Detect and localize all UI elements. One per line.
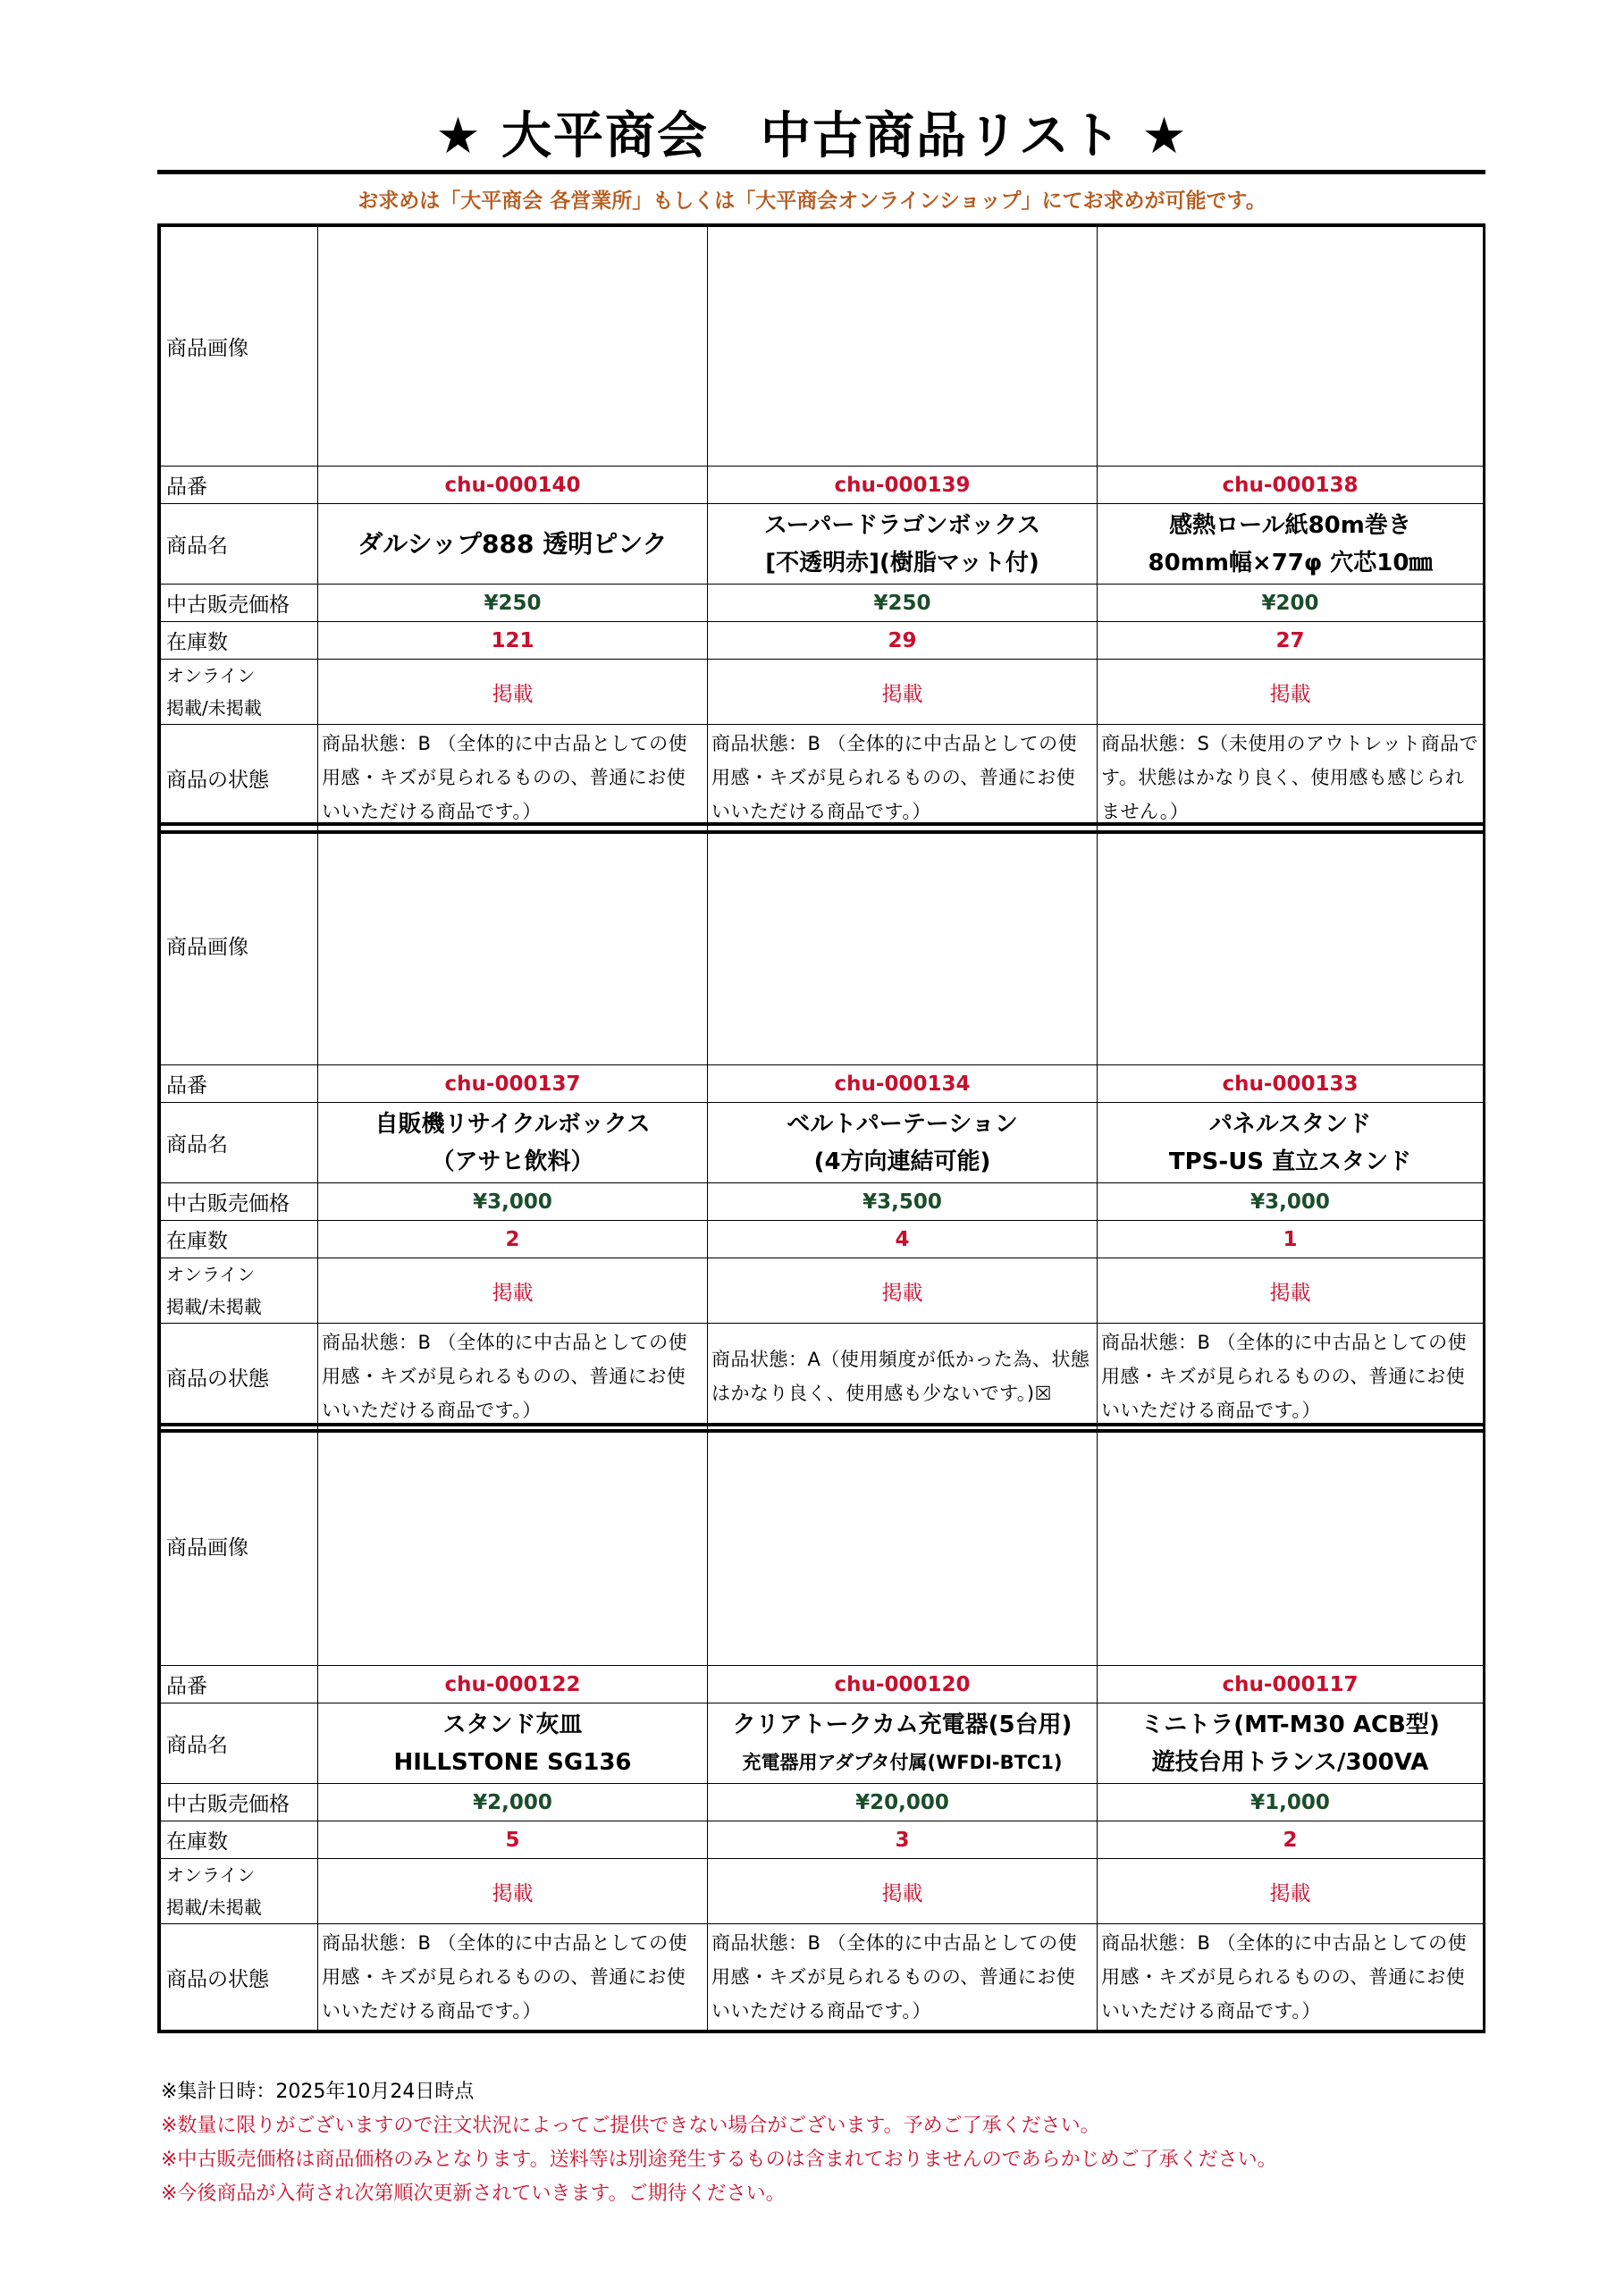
- footer-note-update: ※今後商品が入荷され次第順次更新されていきます。ご期待ください。: [161, 2183, 786, 2205]
- product-name: [1098, 1703, 1484, 1784]
- product-online-status: 掲載: [1098, 1859, 1484, 1924]
- product-image-cell: [708, 227, 1098, 467]
- product-name-line2: [不透明赤](樹脂マット付): [765, 549, 1039, 576]
- online-label-line2: 掲載/未掲載: [166, 697, 262, 719]
- product-photos: [1099, 1544, 1481, 1548]
- product-stock: 2: [1098, 1821, 1484, 1859]
- product-table: [160, 226, 1484, 831]
- product-code: chu-000134: [708, 1065, 1098, 1103]
- product-photos: [710, 944, 1095, 947]
- product-photos: [320, 944, 705, 947]
- product-online-status: 掲載: [708, 1258, 1098, 1324]
- row-image: [161, 826, 1484, 1065]
- product-name: [318, 1703, 708, 1784]
- product-name-line1: ダルシップ888 透明ピンク: [358, 528, 668, 559]
- row-code: [161, 1065, 1484, 1103]
- product-photos: [710, 1544, 1095, 1548]
- product-stock: 4: [708, 1221, 1098, 1258]
- product-stock: 1: [1098, 1221, 1484, 1258]
- row-stock: [161, 622, 1484, 660]
- row-name: [161, 504, 1484, 585]
- product-name-line2: （アサヒ飲料）: [431, 1148, 594, 1175]
- online-label-line1: オンライン: [166, 665, 256, 686]
- product-name: [318, 1103, 708, 1183]
- product-code: chu-000140: [318, 467, 708, 504]
- row-stock: [161, 1221, 1484, 1258]
- product-photos-side: [1308, 1544, 1481, 1548]
- product-block: [157, 1423, 1485, 2033]
- product-condition: 商品状態：A（使用頻度が低かった為、状態はかなり良く、使用感も少ないです。)☒: [708, 1324, 1098, 1430]
- product-image-cell: [708, 826, 1098, 1065]
- title-rule: [157, 170, 1485, 174]
- product-name-line1: パネルスタンド: [1208, 1110, 1372, 1138]
- product-name-line1: 感熱ロール紙80m巻き: [1169, 511, 1411, 539]
- product-price: ¥250: [708, 585, 1098, 622]
- product-name: [708, 1703, 1098, 1784]
- row-label-image: 商品画像: [161, 826, 318, 1065]
- product-name-line1: ベルトパーテーション: [787, 1110, 1018, 1138]
- online-label-line1: オンライン: [166, 1264, 256, 1285]
- product-photos-side: [529, 1544, 705, 1548]
- product-stock: 3: [708, 1821, 1098, 1859]
- product-price: ¥1,000: [1098, 1784, 1484, 1821]
- row-label-cond: 商品の状態: [161, 1324, 318, 1430]
- product-name-line2: 遊技台用トランス/300VA: [1151, 1748, 1429, 1776]
- product-block: [157, 223, 1485, 834]
- row-name: [161, 1703, 1484, 1784]
- footer-note-price: ※中古販売価格は商品価格のみとなります。送料等は別途発生するものは含まれておりませんのであらかじめご了承ください。: [161, 2149, 1277, 2171]
- product-photos-side: [1308, 345, 1481, 349]
- product-photos: [320, 345, 705, 349]
- product-code: chu-000138: [1098, 467, 1484, 504]
- row-stock: [161, 1821, 1484, 1859]
- product-price: ¥3,000: [318, 1183, 708, 1221]
- row-label-code: 品番: [161, 467, 318, 504]
- product-code: chu-000137: [318, 1065, 708, 1103]
- product-online-status: 掲載: [1098, 1258, 1484, 1324]
- product-code: chu-000117: [1098, 1666, 1484, 1703]
- product-name-line1: スタンド灰皿: [442, 1711, 583, 1738]
- product-name: [318, 504, 708, 585]
- row-label-online: [161, 660, 318, 725]
- product-condition: 商品状態：B （全体的に中古品としての使用感・キズが見られるものの、普通にお使いいただける商品です。）: [318, 1324, 708, 1430]
- row-label-price: 中古販売価格: [161, 1784, 318, 1821]
- product-online-status: 掲載: [318, 1258, 708, 1324]
- product-stock: 29: [708, 622, 1098, 660]
- row-label-image: 商品画像: [161, 227, 318, 467]
- row-price: [161, 1183, 1484, 1221]
- row-label-online: [161, 1258, 318, 1324]
- row-label-code: 品番: [161, 1065, 318, 1103]
- row-image: [161, 1426, 1484, 1666]
- product-condition: 商品状態：B （全体的に中古品としての使用感・キズが見られるものの、普通にお使いいただける商品です。）: [708, 725, 1098, 831]
- product-stock: 121: [318, 622, 708, 660]
- product-photos-side: [529, 345, 705, 349]
- product-photos: [320, 1544, 705, 1548]
- product-photos-side: [1308, 944, 1481, 947]
- product-name-line1: 自販機リサイクルボックス: [374, 1110, 651, 1138]
- page-title: ★ 大平商会 中古商品リスト ★: [435, 107, 1189, 165]
- row-label-name: 商品名: [161, 1703, 318, 1784]
- product-name-line2: (4方向連結可能): [813, 1148, 991, 1175]
- product-image-cell: [318, 1426, 708, 1666]
- row-label-code: 品番: [161, 1666, 318, 1703]
- product-code: chu-000122: [318, 1666, 708, 1703]
- product-photos: [1099, 345, 1481, 349]
- product-online-status: 掲載: [1098, 660, 1484, 725]
- product-price: ¥3,500: [708, 1183, 1098, 1221]
- product-photos-side: [919, 345, 1095, 349]
- product-table: [160, 1426, 1484, 2031]
- product-stock: 27: [1098, 622, 1484, 660]
- product-code: chu-000133: [1098, 1065, 1484, 1103]
- product-photos-side: [919, 1544, 1095, 1548]
- product-image-cell: [1098, 1426, 1484, 1666]
- footer-note-date: ※集計日時：2025年10月24日時点: [161, 2081, 475, 2103]
- row-code: [161, 1666, 1484, 1703]
- product-condition: 商品状態：S（未使用のアウトレット商品です。状態はかなり良く、使用感も感じられません。）: [1098, 725, 1484, 831]
- online-label-line2: 掲載/未掲載: [166, 1897, 262, 1918]
- row-label-cond: 商品の状態: [161, 1924, 318, 2031]
- row-label-price: 中古販売価格: [161, 585, 318, 622]
- row-cond: [161, 1324, 1484, 1430]
- product-condition: 商品状態：B （全体的に中古品としての使用感・キズが見られるものの、普通にお使いいただける商品です。）: [318, 725, 708, 831]
- product-name-line2: TPS-US 直立スタンド: [1168, 1148, 1412, 1175]
- product-stock: 5: [318, 1821, 708, 1859]
- product-photos: [1099, 944, 1481, 947]
- product-table: [160, 825, 1484, 1430]
- product-image-cell: [1098, 826, 1484, 1065]
- row-label-name: 商品名: [161, 504, 318, 585]
- product-block: [157, 822, 1485, 1433]
- footer-notes: [161, 2075, 1277, 2211]
- row-label-cond: 商品の状態: [161, 725, 318, 831]
- row-name: [161, 1103, 1484, 1183]
- product-code: chu-000139: [708, 467, 1098, 504]
- product-code: chu-000120: [708, 1666, 1098, 1703]
- row-label-name: 商品名: [161, 1103, 318, 1183]
- page-subtitle: お求めは「大平商会 各営業所」もしくは「大平商会オンラインショップ」にてお求めが可能です。: [358, 189, 1266, 213]
- product-online-status: 掲載: [708, 660, 1098, 725]
- row-price: [161, 585, 1484, 622]
- product-online-status: 掲載: [318, 660, 708, 725]
- product-name: [708, 504, 1098, 585]
- product-name-line2: 80mm幅×77φ 穴芯10㎜: [1148, 549, 1433, 576]
- product-price: ¥3,000: [1098, 1183, 1484, 1221]
- row-online: [161, 660, 1484, 725]
- row-cond: [161, 1924, 1484, 2031]
- product-name-line1: スーパードラゴンボックス: [763, 511, 1041, 539]
- product-photos-side: [919, 944, 1095, 947]
- product-image-cell: [1098, 227, 1484, 467]
- product-price: ¥20,000: [708, 1784, 1098, 1821]
- row-label-stock: 在庫数: [161, 1221, 318, 1258]
- product-image-cell: [318, 227, 708, 467]
- row-label-image: 商品画像: [161, 1426, 318, 1666]
- product-image-cell: [708, 1426, 1098, 1666]
- product-name-line2: 充電器用アダプタ付属(WFDI-BTC1): [742, 1751, 1063, 1773]
- row-code: [161, 467, 1484, 504]
- row-label-price: 中古販売価格: [161, 1183, 318, 1221]
- product-photos-side: [529, 944, 705, 947]
- product-name: [1098, 504, 1484, 585]
- product-condition: 商品状態：B （全体的に中古品としての使用感・キズが見られるものの、普通にお使いいただける商品です。）: [318, 1924, 708, 2031]
- product-name-line1: ミニトラ(MT-M30 ACB型): [1140, 1711, 1440, 1738]
- product-name: [1098, 1103, 1484, 1183]
- product-image-cell: [318, 826, 708, 1065]
- row-label-online: [161, 1859, 318, 1924]
- product-name-line1: クリアトークカム充電器(5台用): [732, 1711, 1073, 1738]
- product-condition: 商品状態：B （全体的に中古品としての使用感・キズが見られるものの、普通にお使いいただける商品です。）: [1098, 1324, 1484, 1430]
- row-image: [161, 227, 1484, 467]
- online-label-line2: 掲載/未掲載: [166, 1296, 262, 1317]
- product-name: [708, 1103, 1098, 1183]
- row-label-stock: 在庫数: [161, 1821, 318, 1859]
- row-online: [161, 1258, 1484, 1324]
- product-name-line2: HILLSTONE SG136: [393, 1748, 632, 1776]
- product-condition: 商品状態：B （全体的に中古品としての使用感・キズが見られるものの、普通にお使いいただける商品です。）: [708, 1924, 1098, 2031]
- product-price: ¥250: [318, 585, 708, 622]
- row-cond: [161, 725, 1484, 831]
- row-label-stock: 在庫数: [161, 622, 318, 660]
- row-online: [161, 1859, 1484, 1924]
- row-price: [161, 1784, 1484, 1821]
- online-label-line1: オンライン: [166, 1864, 256, 1886]
- product-stock: 2: [318, 1221, 708, 1258]
- product-price: ¥200: [1098, 585, 1484, 622]
- product-photos: [710, 345, 1095, 349]
- product-price: ¥2,000: [318, 1784, 708, 1821]
- footer-note-quantity: ※数量に限りがございますので注文状況によってご提供できない場合がございます。予めご了承ください。: [161, 2115, 1100, 2137]
- product-online-status: 掲載: [318, 1859, 708, 1924]
- product-online-status: 掲載: [708, 1859, 1098, 1924]
- product-condition: 商品状態：B （全体的に中古品としての使用感・キズが見られるものの、普通にお使いいただける商品です。）: [1098, 1924, 1484, 2031]
